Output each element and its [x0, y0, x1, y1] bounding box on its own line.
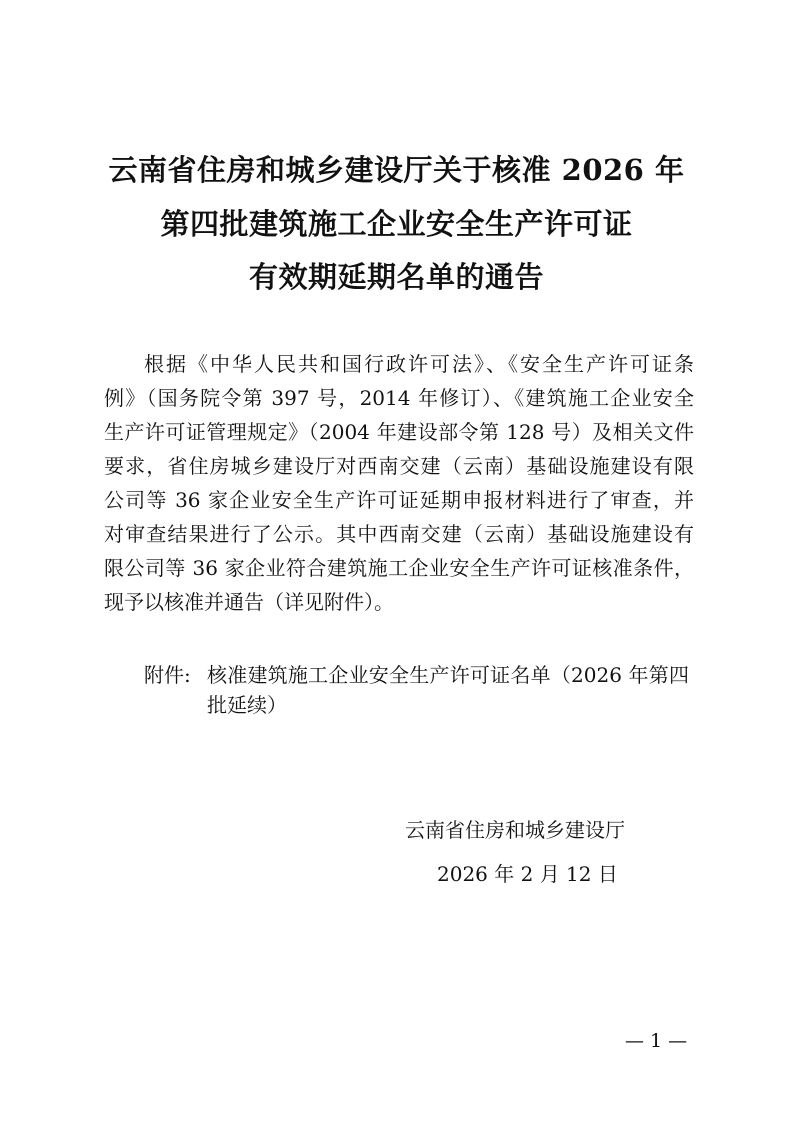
- document-title-line-3: 有效期延期名单的通告: [248, 260, 544, 294]
- signature-organization: 云南省住房和城乡建设厅: [405, 818, 625, 842]
- body-line-1: 根据《中华人民共和国行政许可法》、《安全生产许可证条: [144, 352, 694, 376]
- attachment-label: 附件:: [144, 663, 191, 687]
- body-line-4: 要求，省住房城乡建设厅对西南交建（云南）基础设施建设有限: [104, 454, 694, 478]
- document-title-line-1: 云南省住房和城乡建设厅关于核准 2026 年: [108, 153, 685, 187]
- document-title-line-2: 第四批建筑施工企业安全生产许可证: [160, 207, 633, 241]
- attachment-line-1: 核准建筑施工企业安全生产许可证名单（2026 年第四: [207, 663, 689, 687]
- attachment-line-2: 批延续）: [207, 693, 287, 717]
- signature-date: 2026 年 2 月 12 日: [437, 862, 618, 886]
- body-line-7: 限公司等 36 家企业符合建筑施工企业安全生产许可证核准条件，: [104, 556, 694, 580]
- body-line-3: 生产许可证管理规定》（2004 年建设部令第 128 号）及相关文件: [104, 420, 694, 444]
- body-line-6: 对审查结果进行了公示。其中西南交建（云南）基础设施建设有: [104, 522, 694, 546]
- page-number: — 1 —: [625, 1030, 688, 1052]
- body-line-5: 公司等 36 家企业安全生产许可证延期申报材料进行了审查，并: [104, 488, 694, 512]
- body-line-2: 例》（国务院令第 397 号，2014 年修订）、《建筑施工企业安全: [104, 386, 694, 410]
- body-line-8: 现予以核准并通告（详见附件）。: [104, 590, 394, 614]
